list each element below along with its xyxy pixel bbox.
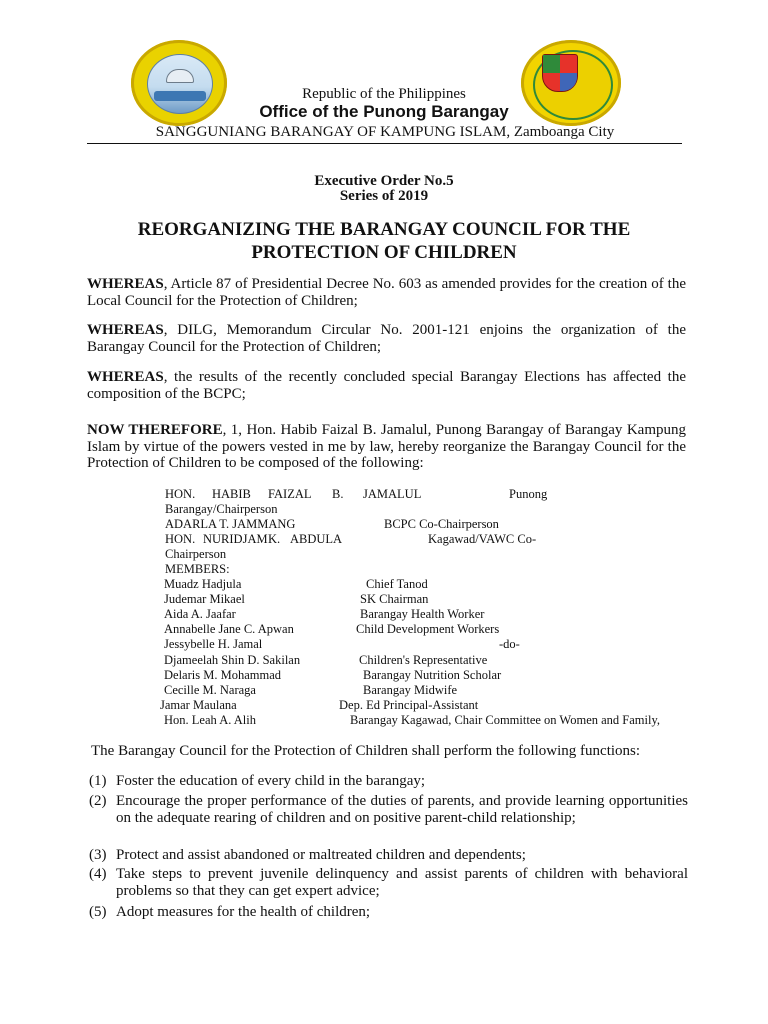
members-label: MEMBERS: [165,562,230,576]
republic-heading: Republic of the Philippines [302,86,466,102]
function-item-2 [89,793,688,843]
member-name: Djameelah Shin D. Sakilan [164,653,301,667]
whereas-lead: WHEREAS [87,369,164,385]
whereas-clause-1 [87,276,686,309]
cochair-name: ADARLA T. JAMMANG [165,517,296,531]
whereas-lead: WHEREAS [87,322,164,338]
member-role: Barangay Midwife [363,683,458,697]
vawc-role: Kagawad/VAWC Co- [428,532,537,546]
whereas-text: , DILG, Memorandum Circular No. 2001-121 enjoins the organization of the Barangay Council for the Protection of Children; [87,322,686,355]
chair-name-part: JAMALUL [363,487,422,501]
function-text: Protect and assist abandoned or maltreated children and dependents; [116,847,526,863]
whereas-clause-3 [87,369,686,402]
member-name: Judemar Mikael [164,592,245,606]
title-line-1: REORGANIZING THE BARANGAY COUNCIL FOR THE [137,219,631,240]
chair-name-part: FAIZAL [268,487,312,501]
whereas-lead: WHEREAS [87,276,164,292]
member-name: Delaris M. Mohammad [164,668,281,682]
member-name: Aida A. Jaafar [164,607,236,621]
member-role: Barangay Health Worker [360,607,485,621]
whereas-clause-2 [87,322,686,355]
cochair-role: BCPC Co-Chairperson [384,517,499,531]
member-name: Muadz Hadjula [164,577,242,591]
function-text: Adopt measures for the health of children; [116,904,371,920]
vawc-name-part: ABDULA [290,532,343,546]
function-item-4 [89,866,688,900]
vawc-role: Chairperson [165,547,227,561]
chair-role: Punong [509,487,548,501]
function-item-5 [89,904,688,921]
function-item-1 [89,773,688,790]
function-number: (4) [89,866,107,882]
document-title [80,218,688,264]
function-item-3 [89,847,688,864]
member-name: Jessybelle H. Jamal [164,637,263,651]
member-role: Child Development Workers [356,622,500,636]
member-name: Annabelle Jane C. Apwan [164,622,294,636]
function-number: (5) [89,904,107,920]
member-name: Jamar Maulana [160,698,237,712]
function-number: (2) [89,793,107,809]
chair-role: Barangay/Chairperson [165,502,278,516]
member-name: Hon. Leah A. Alih [164,713,257,727]
now-therefore-lead: NOW THEREFORE [87,422,223,438]
now-therefore-text: , 1, Hon. Habib Faizal B. Jamalul, Punong Barangay of Barangay Kampung Islam by virtue of the powers vested in me by law, hereby reorganize the Barangay Council for the Protection of Children to be composed of the following: [87,422,686,471]
vawc-name-part: NURIDJAM [203,532,268,546]
council-heading: SANGGUNIANG BARANGAY OF KAMPUNG ISLAM, Zamboanga City [155,124,615,140]
member-role: Dep. Ed Principal-Assistant [339,698,479,712]
member-name: Cecille M. Naraga [164,683,256,697]
whereas-text: , the results of the recently concluded special Barangay Elections has affected the composition of the BCPC; [87,369,686,402]
title-line-2: PROTECTION OF CHILDREN [251,242,517,263]
member-role: Children's Representative [359,653,488,667]
member-role: SK Chairman [360,592,429,606]
order-number: Executive Order No.5 [314,173,454,189]
whereas-text: , Article 87 of Presidential Decree No. 603 as amended provides for the creation of the Local Council for the Protection of Children; [87,276,686,309]
function-number: (1) [89,773,107,789]
function-text: Take steps to prevent juvenile delinquency and assist parents of children with behavioral problems so that they can get expert advice; [116,866,688,899]
now-therefore-clause [87,422,686,472]
member-role: Chief Tanod [366,577,428,591]
functions-intro: The Barangay Council for the Protection of Children shall perform the following functions: [91,743,641,759]
function-number: (3) [89,847,107,863]
order-series: Series of 2019 [339,188,429,204]
function-text: Foster the education of every child in the barangay; [116,773,426,789]
vawc-name-part: K. [268,532,281,546]
office-heading: Office of the Punong Barangay [259,102,509,121]
member-role: Barangay Nutrition Scholar [363,668,502,682]
chair-name-part: HON. [165,487,196,501]
function-text: Encourage the proper performance of the duties of parents, and provide learning opportunities on the adequate rearing of children and on positive parent-child relationship; [116,793,688,826]
chair-name-part: HABIB [212,487,251,501]
header-divider [87,143,682,144]
vawc-name-part: HON. [165,532,196,546]
member-role: -do- [499,637,520,651]
chair-name-part: B. [332,487,344,501]
member-role: Barangay Kagawad, Chair Committee on Women and Family, [350,713,661,727]
